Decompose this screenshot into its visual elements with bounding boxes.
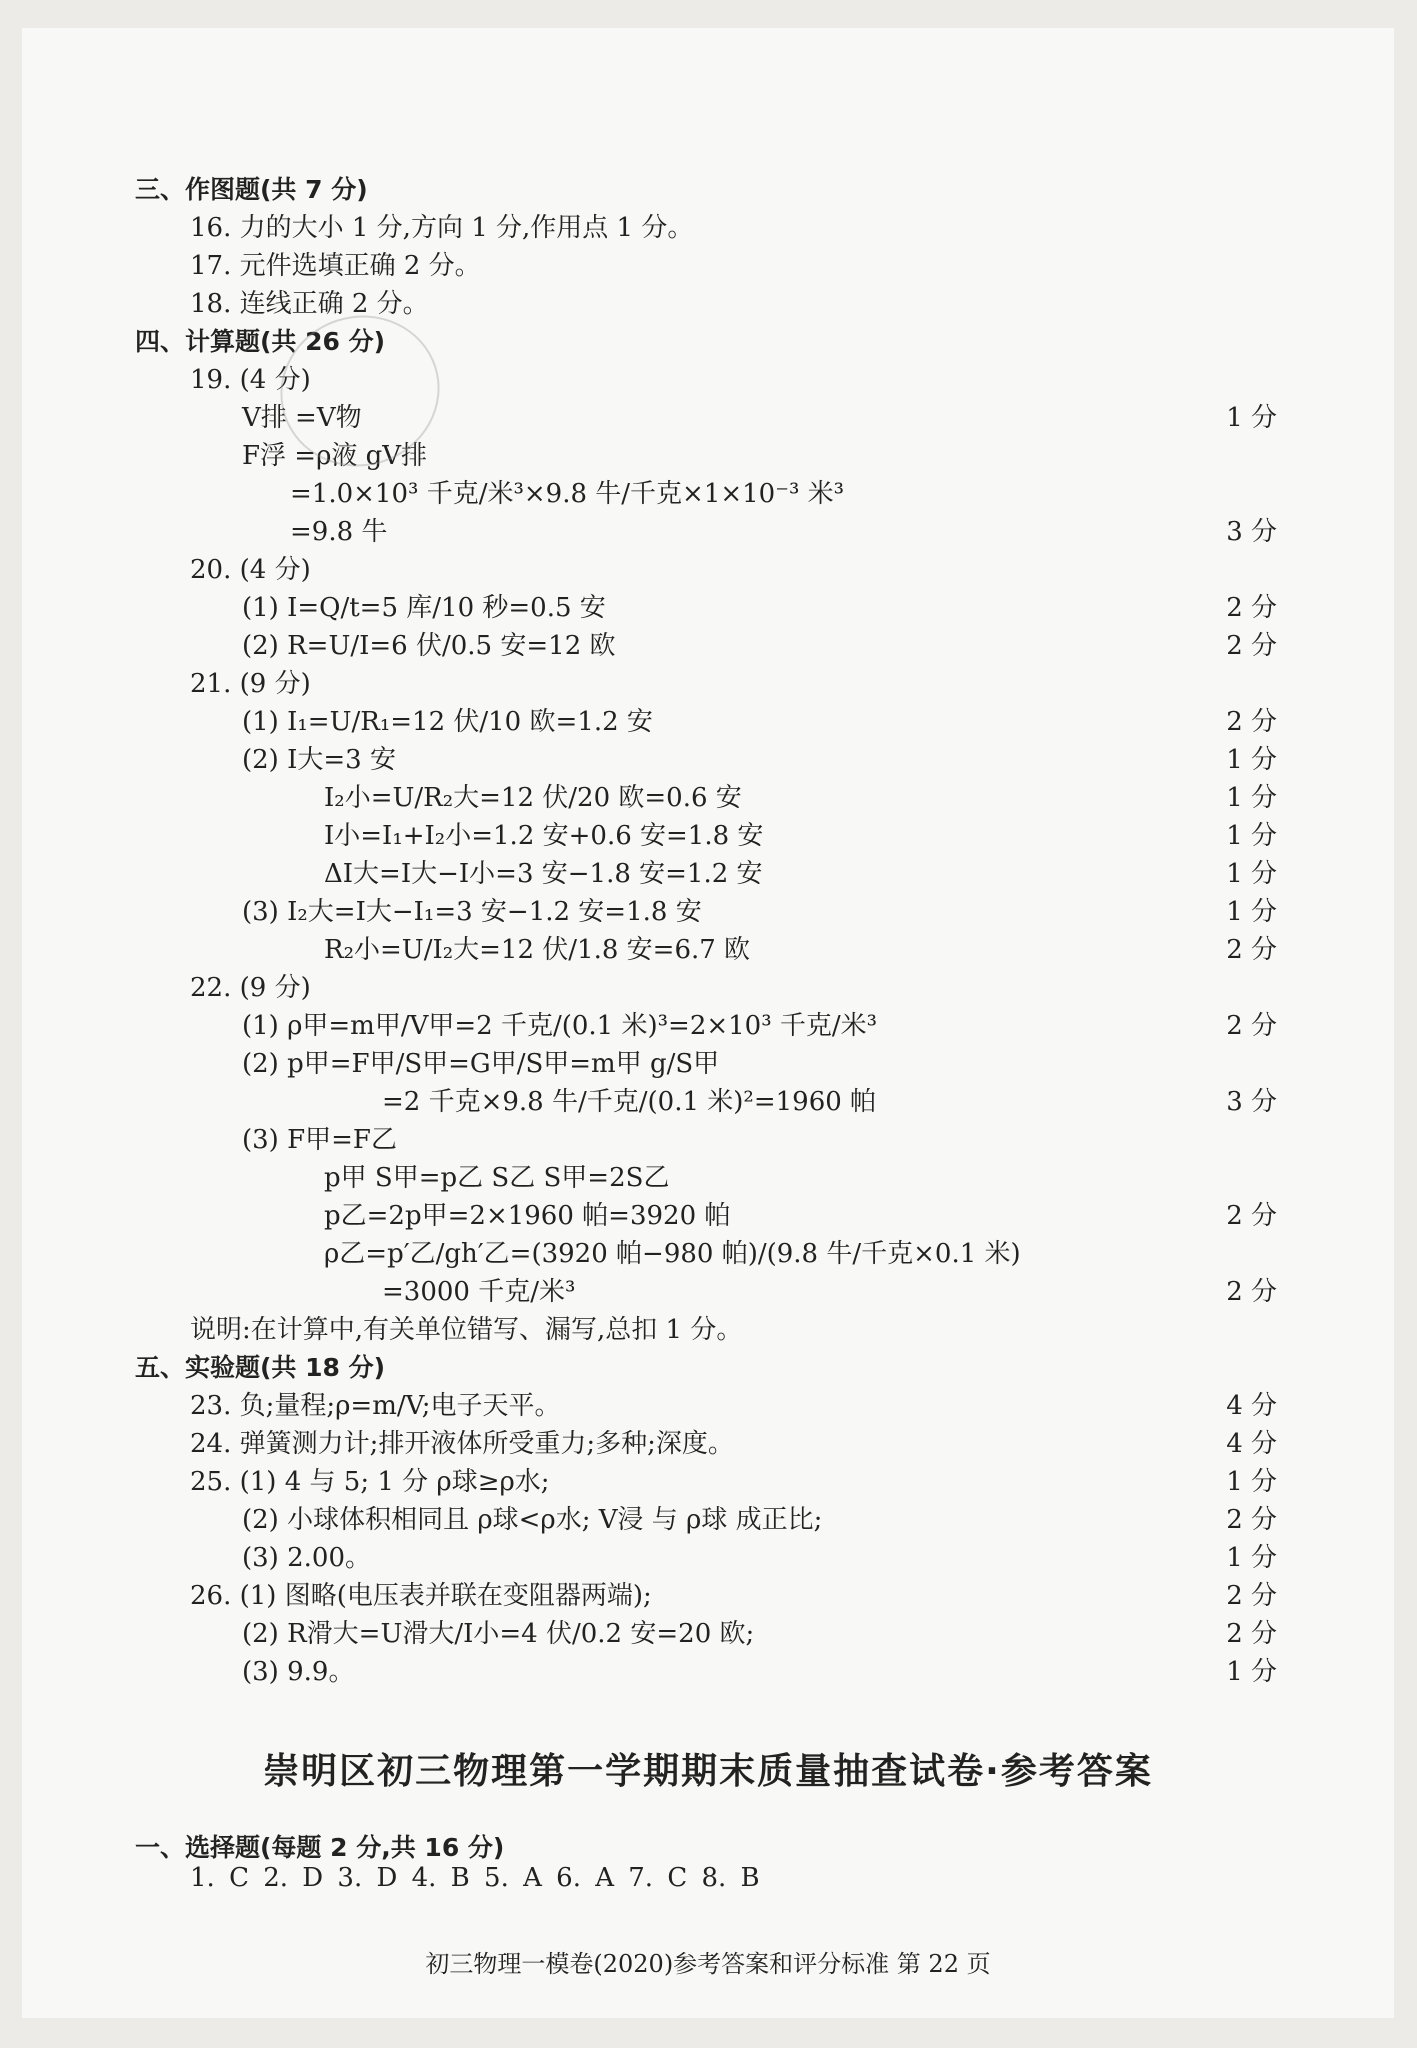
section-heading: [22, 1350, 1394, 1386]
answer-text: 23. 负;量程;ρ=m/V;电子天平。: [190, 1391, 561, 1421]
answer-line: [22, 210, 1394, 246]
answer-text: (2) I大=3 安: [242, 745, 396, 775]
answer-line: [22, 400, 1394, 436]
answer-line: [22, 1122, 1394, 1158]
heading-text: 一、选择题(每题 2 分,共 16 分): [135, 1833, 505, 1862]
answer-line: [22, 248, 1394, 284]
answer-line: [22, 1274, 1394, 1310]
answer-text: 22. (9 分): [190, 973, 311, 1003]
score-value: 1 分: [1226, 821, 1277, 851]
answer-text: (2) p甲=F甲/S甲=G甲/S甲=m甲 g/S甲: [242, 1049, 720, 1079]
score-value: 2 分: [1226, 631, 1277, 661]
heading-text: 五、实验题(共 18 分): [135, 1353, 386, 1382]
document-page: [22, 28, 1394, 2018]
answer-line: [22, 970, 1394, 1006]
score-value: 3 分: [1226, 517, 1277, 547]
page-footer: 初三物理一模卷(2020)参考答案和评分标准 第 22 页: [425, 1950, 991, 1978]
answer-text: 24. 弹簧测力计;排开液体所受重力;多种;深度。: [190, 1429, 734, 1459]
score-value: 2 分: [1226, 707, 1277, 737]
score-value: 1 分: [1226, 403, 1277, 433]
answer-text: 20. (4 分): [190, 555, 311, 585]
answer-line: [22, 438, 1394, 474]
multiple-choice-answers: 1. C 2. D 3. D 4. B 5. A 6. A 7. C 8. B: [190, 1863, 760, 1893]
answer-line: [22, 1464, 1394, 1500]
answer-line: [22, 1654, 1394, 1690]
answer-text: (1) I=Q/t=5 库/10 秒=0.5 安: [242, 593, 606, 623]
score-value: 2 分: [1226, 1505, 1277, 1535]
score-value: 2 分: [1226, 593, 1277, 623]
answer-text: 16. 力的大小 1 分,方向 1 分,作用点 1 分。: [190, 213, 694, 243]
answer-text: =2 千克×9.8 牛/千克/(0.1 米)²=1960 帕: [382, 1087, 877, 1117]
answer-text: =9.8 牛: [290, 517, 388, 547]
answer-line: [22, 894, 1394, 930]
score-value: 2 分: [1226, 1011, 1277, 1041]
answer-line: [22, 1578, 1394, 1614]
score-value: 1 分: [1226, 1657, 1277, 1687]
answer-line: [22, 932, 1394, 968]
answer-line: [22, 818, 1394, 854]
answer-line: [22, 704, 1394, 740]
answer-line: [22, 1236, 1394, 1272]
answer-text: (3) F甲=F乙: [242, 1125, 397, 1155]
answer-text: =3000 千克/米³: [382, 1277, 576, 1307]
answer-text: (3) I₂大=I大−I₁=3 安−1.2 安=1.8 安: [242, 897, 702, 927]
score-value: 1 分: [1226, 745, 1277, 775]
answer-line: [22, 856, 1394, 892]
score-value: 1 分: [1226, 859, 1277, 889]
score-value: 2 分: [1226, 1619, 1277, 1649]
answer-line: [22, 1160, 1394, 1196]
answer-line: [22, 514, 1394, 550]
answer-text: =1.0×10³ 千克/米³×9.8 牛/千克×1×10⁻³ 米³: [290, 479, 845, 509]
answer-text: 21. (9 分): [190, 669, 311, 699]
answer-line: [22, 552, 1394, 588]
heading-text: 四、计算题(共 26 分): [135, 327, 386, 356]
section-heading: [22, 172, 1394, 208]
answer-line: [22, 1616, 1394, 1652]
answer-text: ρ乙=p′乙/gh′乙=(3920 帕−980 帕)/(9.8 牛/千克×0.1 米): [324, 1239, 1021, 1269]
answer-text: (1) I₁=U/R₁=12 伏/10 欧=1.2 安: [242, 707, 653, 737]
answer-line: [22, 1540, 1394, 1576]
answer-line: [22, 590, 1394, 626]
answer-text: (1) ρ甲=m甲/V甲=2 千克/(0.1 米)³=2×10³ 千克/米³: [242, 1011, 878, 1041]
answer-line: [22, 1198, 1394, 1234]
answer-line: [22, 362, 1394, 398]
answer-line: [22, 286, 1394, 322]
answer-line: [22, 1046, 1394, 1082]
answer-text: (3) 9.9。: [242, 1657, 355, 1687]
answer-line: [22, 1426, 1394, 1462]
section-heading: [22, 1830, 1394, 1866]
score-value: 2 分: [1226, 935, 1277, 965]
heading-text: 三、作图题(共 7 分): [135, 175, 368, 204]
score-value: 2 分: [1226, 1201, 1277, 1231]
answer-text: I小=I₁+I₂小=1.2 安+0.6 安=1.8 安: [324, 821, 764, 851]
answer-text: I₂小=U/R₂大=12 伏/20 欧=0.6 安: [324, 783, 742, 813]
score-value: 1 分: [1226, 783, 1277, 813]
score-value: 1 分: [1226, 897, 1277, 927]
section-title: 崇明区初三物理第一学期期末质量抽查试卷·参考答案: [263, 1751, 1153, 1792]
answer-text: p乙=2p甲=2×1960 帕=3920 帕: [324, 1201, 731, 1231]
score-value: 4 分: [1226, 1429, 1277, 1459]
section-heading: [22, 324, 1394, 360]
answer-line: [22, 1502, 1394, 1538]
answer-line: [22, 1388, 1394, 1424]
answer-line: [22, 742, 1394, 778]
score-value: 1 分: [1226, 1543, 1277, 1573]
answer-line: [22, 780, 1394, 816]
answer-text: V排 =V物: [242, 403, 362, 433]
answer-text: 19. (4 分): [190, 365, 311, 395]
answer-text: (2) R=U/I=6 伏/0.5 安=12 欧: [242, 631, 616, 661]
answer-line: [22, 1084, 1394, 1120]
answer-text: (3) 2.00。: [242, 1543, 371, 1573]
answer-text: R₂小=U/I₂大=12 伏/1.8 安=6.7 欧: [324, 935, 751, 965]
answer-text: (2) R滑大=U滑大/I小=4 伏/0.2 安=20 欧;: [242, 1619, 755, 1649]
score-value: 3 分: [1226, 1087, 1277, 1117]
answer-text: 说明:在计算中,有关单位错写、漏写,总扣 1 分。: [190, 1315, 743, 1345]
answer-line: [22, 1312, 1394, 1348]
answer-text: 25. (1) 4 与 5; 1 分 ρ球≥ρ水;: [190, 1467, 550, 1497]
score-value: 1 分: [1226, 1467, 1277, 1497]
answer-text: ΔI大=I大−I小=3 安−1.8 安=1.2 安: [324, 859, 763, 889]
answer-text: 17. 元件选填正确 2 分。: [190, 251, 481, 281]
answer-line: [22, 476, 1394, 512]
answer-text: (2) 小球体积相同且 ρ球<ρ水; V浸 与 ρ球 成正比;: [242, 1505, 823, 1535]
answer-line: [22, 1008, 1394, 1044]
answer-text: F浮 =ρ液 gV排: [242, 441, 428, 471]
score-value: 2 分: [1226, 1581, 1277, 1611]
answer-text: p甲 S甲=p乙 S乙 S甲=2S乙: [324, 1163, 670, 1193]
score-value: 2 分: [1226, 1277, 1277, 1307]
answer-line: [22, 628, 1394, 664]
answer-text: 26. (1) 图略(电压表并联在变阻器两端);: [190, 1581, 652, 1611]
score-value: 4 分: [1226, 1391, 1277, 1421]
answer-text: 18. 连线正确 2 分。: [190, 289, 429, 319]
answer-line: [22, 666, 1394, 702]
